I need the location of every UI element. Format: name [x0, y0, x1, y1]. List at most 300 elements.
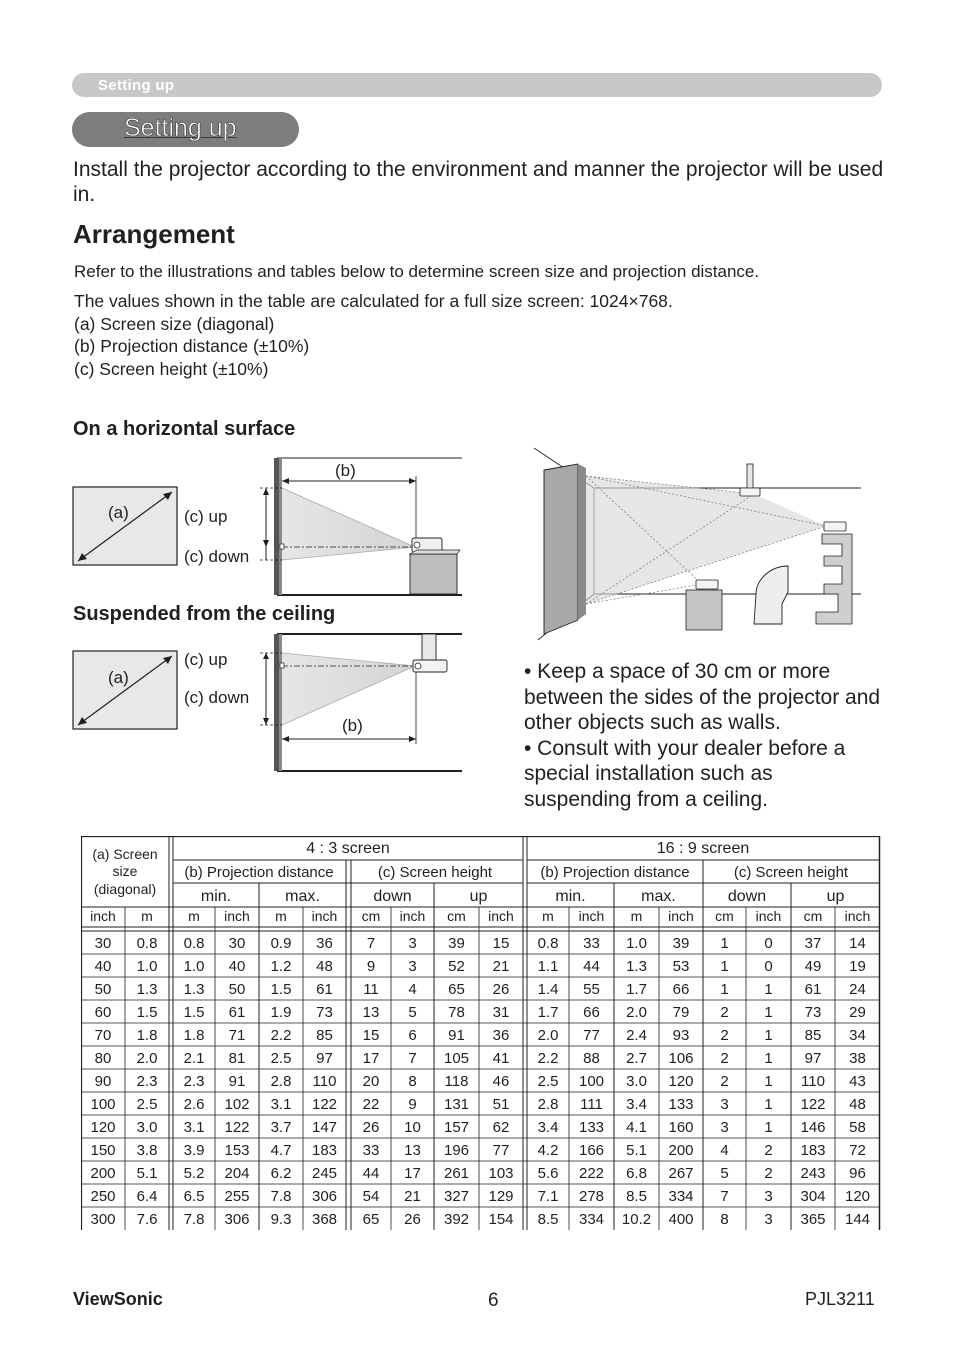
table-cell: 2.0 [136, 1050, 158, 1067]
table-cell: 2.5 [270, 1050, 292, 1067]
table-cell: 368 [311, 1211, 338, 1228]
table-cell: 36 [492, 1027, 510, 1044]
table-cell: 51 [492, 1096, 510, 1113]
table-cell: 304 [800, 1188, 826, 1205]
table-cell: 71 [228, 1027, 246, 1044]
unit-header: inch [224, 908, 250, 924]
table-cell: 7.1 [537, 1188, 559, 1205]
table-cell: 90 [94, 1073, 112, 1090]
table-cell: 0 [764, 935, 773, 952]
table-cell: 1.7 [537, 1004, 559, 1021]
table-cell: 4.1 [626, 1119, 647, 1136]
installation-notes [524, 659, 884, 812]
table-cell: 3.9 [183, 1142, 205, 1159]
table-cell: 1.8 [183, 1027, 205, 1044]
table-cell: 50 [228, 981, 246, 998]
table-cell: 44 [362, 1165, 380, 1182]
note-dealer: • Consult with your dealer before a special installation such as suspending from a ceiling. [524, 736, 846, 811]
unit-header: m [188, 908, 200, 924]
table-cell: 3 [764, 1211, 773, 1228]
ceiling-diagram [70, 630, 470, 780]
screen-height-header: (c) Screen height [733, 864, 849, 881]
table-cell: 15 [492, 935, 510, 952]
horizontal-diagram [70, 452, 470, 602]
table-cell: 8.5 [537, 1211, 559, 1228]
table-cell: 3.4 [537, 1119, 559, 1136]
table-cell: 153 [224, 1142, 250, 1159]
table-cell: 46 [492, 1073, 510, 1090]
table-cell: 17 [362, 1050, 380, 1067]
table-cell: 97 [804, 1050, 822, 1067]
table-cell: 120 [90, 1119, 116, 1136]
table-cell: 0.8 [537, 935, 559, 952]
legend-a: (a) Screen size (diagonal) [74, 313, 275, 334]
unit-header: inch [488, 908, 514, 924]
table-cell: 2.8 [537, 1096, 559, 1113]
table-cell: 13 [362, 1004, 380, 1021]
table-cell: 154 [488, 1211, 514, 1228]
sub-header: max. [641, 888, 676, 905]
table-cell: 4.7 [270, 1142, 292, 1159]
table-cell: 50 [94, 981, 112, 998]
table-cell: 10.2 [621, 1211, 652, 1228]
table-cell: 2 [720, 1073, 729, 1090]
table-cell: 1.7 [626, 981, 647, 998]
table-cell: 122 [800, 1096, 826, 1113]
table-cell: 5 [408, 1004, 417, 1021]
table-cell: 85 [316, 1027, 333, 1044]
table-cell: 5.6 [537, 1165, 559, 1182]
table-cell: 54 [362, 1188, 380, 1205]
unit-header: inch [578, 908, 605, 924]
sub-header: down [373, 888, 412, 905]
refer-text: Refer to the illustrations and tables below to determine screen size and projection distance. [74, 262, 760, 281]
table-cell: 250 [90, 1188, 116, 1205]
group-43-header: 4 : 3 screen [306, 840, 390, 857]
table-cell: 85 [804, 1027, 822, 1044]
table-cell: 48 [849, 1096, 866, 1113]
unit-header: inch [399, 908, 426, 924]
table-cell: 392 [443, 1211, 470, 1228]
table-cell: 118 [444, 1073, 469, 1090]
note-spacing: • Keep a space of 30 cm or more between the sides of the projector and other objects such as walls. [524, 660, 881, 734]
table-cell: 1.8 [136, 1027, 158, 1044]
table-cell: 0 [764, 958, 773, 975]
table-cell: 300 [90, 1211, 116, 1228]
table-cell: 7.6 [136, 1211, 158, 1228]
table-cell: 4.2 [537, 1142, 559, 1159]
table-cell: 160 [668, 1119, 694, 1136]
table-cell: 1.2 [270, 958, 292, 975]
table-cell: 1 [764, 981, 773, 998]
table-cell: 7.8 [183, 1211, 205, 1228]
table-cell: 1 [764, 1119, 773, 1136]
values-block [74, 290, 673, 380]
table-cell: 0.9 [270, 935, 292, 952]
unit-header: inch [668, 908, 694, 924]
table-cell: 26 [492, 981, 510, 998]
chair [754, 566, 788, 624]
table-cell: 4 [720, 1142, 729, 1159]
table-cell: 147 [311, 1119, 338, 1136]
table-cell: 3 [720, 1119, 729, 1136]
table-cell: 7.8 [270, 1188, 292, 1205]
table-cell: 3.7 [270, 1119, 292, 1136]
sub-header: up [826, 888, 845, 905]
table-cell: 6.8 [626, 1165, 647, 1182]
horizontal-title: On a horizontal surface [73, 418, 296, 440]
running-header-title: Setting up [98, 77, 175, 94]
table-cell: 1.4 [537, 981, 559, 998]
table-cell: 110 [312, 1073, 337, 1090]
group-169-header: 16 : 9 screen [656, 840, 750, 857]
section-title-pill [72, 112, 299, 147]
table-cell: 9.3 [270, 1211, 292, 1228]
label-a-ceiling: (a) [108, 668, 129, 687]
ceiling-mount [422, 634, 436, 660]
projection-screen [544, 464, 578, 634]
table-cell: 31 [492, 1004, 510, 1021]
sub-header: max. [285, 888, 320, 905]
table-cell: 200 [668, 1142, 694, 1159]
table-cell: 120 [668, 1073, 694, 1090]
table-cell: 1.3 [183, 981, 205, 998]
unit-header: cm [361, 908, 381, 924]
table-cell: 2 [720, 1050, 729, 1067]
table-cell: 38 [849, 1050, 866, 1067]
table-cell: 2.1 [183, 1050, 205, 1067]
table-cell: 78 [448, 1004, 465, 1021]
label-c-down: (c) down [184, 547, 250, 566]
sub-header: down [727, 888, 767, 905]
table-cell: 2.3 [136, 1073, 158, 1090]
table-cell: 1 [764, 1027, 773, 1044]
table-cell: 5.1 [136, 1165, 158, 1182]
table-cell: 77 [492, 1142, 510, 1159]
table-cell: 122 [311, 1096, 338, 1113]
table-cell: 3 [408, 958, 417, 975]
table-cell: 243 [800, 1165, 826, 1182]
table-cell: 2.6 [183, 1096, 205, 1113]
table-cell: 91 [448, 1027, 465, 1044]
table-cell: 4 [408, 981, 417, 998]
table-cell: 3.0 [136, 1119, 158, 1136]
table-cell: 43 [849, 1073, 866, 1090]
table-cell: 61 [804, 981, 822, 998]
table-cell: 1.3 [626, 958, 647, 975]
table-cell: 133 [578, 1119, 605, 1136]
table-cell: 110 [801, 1073, 825, 1090]
section-title: Setting up [124, 114, 237, 142]
table-cell: 1.3 [136, 981, 158, 998]
table-cell: 0.8 [136, 935, 158, 952]
legend-b: (b) Projection distance (±10%) [74, 336, 310, 356]
label-c-up-ceiling: (c) up [184, 650, 228, 669]
table-cell: 30 [94, 935, 112, 952]
screen-size-header: (a) Screen [92, 846, 158, 862]
values-note: The values shown in the table are calculated for a full size screen: 1024×768. [74, 291, 673, 311]
table-cell: 133 [668, 1096, 694, 1113]
table-cell: 1.0 [626, 935, 647, 952]
table-cell: 49 [804, 958, 822, 975]
table-cell: 120 [844, 1188, 871, 1205]
table-cell: 8 [408, 1073, 417, 1090]
table-cell: 61 [316, 981, 333, 998]
table-cell: 1.5 [270, 981, 292, 998]
table-cell: 6 [408, 1027, 417, 1044]
table-cell: 306 [311, 1188, 338, 1205]
table-cell: 3.1 [270, 1096, 292, 1113]
sub-header: up [469, 888, 488, 905]
running-header-bar [72, 73, 882, 97]
table-cell: 105 [443, 1050, 470, 1067]
table-cell: 261 [443, 1165, 470, 1182]
table-cell: 2.2 [537, 1050, 559, 1067]
table-cell: 183 [800, 1142, 826, 1159]
table-cell: 58 [849, 1119, 866, 1136]
table-cell: 19 [849, 958, 866, 975]
table-cell: 52 [448, 958, 465, 975]
proj-dist-header: (b) Projection distance [184, 864, 334, 881]
projector-table [686, 590, 722, 630]
table-cell: 146 [800, 1119, 826, 1136]
table-cell: 96 [849, 1165, 866, 1182]
table-cell: 5.1 [626, 1142, 647, 1159]
label-c-up: (c) up [184, 507, 228, 526]
table-cell: 77 [583, 1027, 600, 1044]
table-cell: 365 [800, 1211, 826, 1228]
table-cell: 61 [228, 1004, 246, 1021]
table-grid [81, 836, 881, 1230]
table-cell: 7 [720, 1188, 729, 1205]
table-cell: 255 [224, 1188, 250, 1205]
table-cell: 3.4 [626, 1096, 647, 1113]
table-cell: 15 [362, 1027, 380, 1044]
table-cell: 29 [849, 1004, 866, 1021]
table-cell: 60 [94, 1004, 112, 1021]
sub-header: min. [555, 888, 586, 905]
screen-size-header: (diagonal) [93, 881, 157, 897]
screen-size-header: size [112, 863, 138, 879]
table-cell: 1.0 [136, 958, 158, 975]
table-cell: 3.0 [626, 1073, 647, 1090]
table-cell: 17 [404, 1165, 421, 1182]
footer-brand: ViewSonic [73, 1289, 163, 1309]
table-cell: 37 [804, 935, 822, 952]
table-cell: 26 [362, 1119, 380, 1136]
table-cell: 39 [448, 935, 465, 952]
table-cell: 1.5 [136, 1004, 158, 1021]
table-cell: 66 [583, 1004, 600, 1021]
ceiling-title: Suspended from the ceiling [73, 603, 336, 625]
table-cell: 6.4 [136, 1188, 158, 1205]
table-cell: 55 [583, 981, 600, 998]
table-cell: 44 [583, 958, 600, 975]
intro-text: Install the projector according to the environment and manner the projector will be used in. [73, 158, 884, 206]
table-cell: 2.3 [183, 1073, 205, 1090]
table-cell: 73 [804, 1004, 822, 1021]
table-cell: 1 [764, 1096, 773, 1113]
footer-model: PJL3211 [805, 1289, 875, 1309]
table-cell: 3.1 [183, 1119, 205, 1136]
table-cell: 14 [849, 935, 866, 952]
table-cell: 122 [224, 1119, 250, 1136]
table-cell: 66 [672, 981, 690, 998]
table-cell: 48 [316, 958, 333, 975]
label-b-ceiling: (b) [342, 716, 363, 735]
table-cell: 1 [720, 935, 729, 952]
table-cell: 11 [363, 981, 379, 998]
table-cell: 62 [492, 1119, 510, 1136]
table-cell: 334 [578, 1211, 605, 1228]
table-cell: 2.2 [270, 1027, 292, 1044]
table-cell: 1 [764, 1050, 773, 1067]
table-cell: 400 [668, 1211, 694, 1228]
table-cell: 183 [311, 1142, 338, 1159]
table-cell: 21 [492, 958, 510, 975]
table-cell: 88 [583, 1050, 600, 1067]
table-cell: 1 [720, 958, 729, 975]
unit-header: m [275, 908, 287, 924]
table-cell: 6.5 [183, 1188, 205, 1205]
table-cell: 79 [672, 1004, 690, 1021]
unit-header: inch [844, 908, 871, 924]
table-cell: 13 [404, 1142, 421, 1159]
table-cell: 150 [90, 1142, 116, 1159]
table-cell: 196 [443, 1142, 470, 1159]
table-cell: 73 [316, 1004, 333, 1021]
table-cell: 80 [94, 1050, 112, 1067]
table-cell: 33 [583, 935, 600, 952]
table-cell: 131 [443, 1096, 470, 1113]
unit-header: inch [90, 908, 116, 924]
table-cell: 53 [672, 958, 690, 975]
table-cell: 40 [94, 958, 112, 975]
unit-header: cm [715, 908, 734, 924]
table-cell: 111 [580, 1096, 603, 1113]
unit-header: inch [755, 908, 782, 924]
arrangement-heading: Arrangement [73, 219, 235, 249]
screen-size-table [81, 836, 881, 1230]
table-cell: 1 [764, 1073, 773, 1090]
table-cell: 2 [720, 1027, 729, 1044]
table-cell: 0.8 [183, 935, 205, 952]
table-cell: 36 [316, 935, 333, 952]
table-cell: 166 [578, 1142, 605, 1159]
table-cell: 100 [578, 1073, 605, 1090]
table-cell: 200 [90, 1165, 116, 1182]
table-cell: 2 [764, 1165, 773, 1182]
table-cell: 5 [720, 1165, 729, 1182]
table-cell: 1.9 [270, 1004, 292, 1021]
table-cell: 327 [443, 1188, 470, 1205]
table-cell: 7 [366, 935, 376, 952]
table-cell: 8.5 [626, 1188, 647, 1205]
table-cell: 9 [366, 958, 376, 975]
table-cell: 1.5 [183, 1004, 205, 1021]
table-cell: 34 [849, 1027, 866, 1044]
shelf [816, 534, 852, 624]
table-cell: 157 [443, 1119, 470, 1136]
table-cell: 21 [404, 1188, 421, 1205]
table-stand [410, 554, 457, 594]
table-cell: 97 [316, 1050, 333, 1067]
table-cell: 204 [224, 1165, 250, 1182]
table-cell: 26 [404, 1211, 421, 1228]
screen-height-header: (c) Screen height [377, 864, 493, 881]
legend-c: (c) Screen height (±10%) [74, 358, 269, 379]
table-cell: 65 [362, 1211, 380, 1228]
table-cell: 33 [362, 1142, 380, 1159]
unit-header: cm [447, 908, 466, 924]
label-b: (b) [335, 461, 356, 480]
table-cell: 106 [668, 1050, 694, 1067]
room-illustration [526, 444, 866, 644]
table-cell: 81 [228, 1050, 246, 1067]
table-cell: 70 [94, 1027, 112, 1044]
label-c-down-ceiling: (c) down [184, 688, 250, 707]
table-cell: 20 [362, 1073, 380, 1090]
table-cell: 22 [362, 1096, 380, 1113]
sub-header: min. [200, 888, 232, 905]
table-cell: 267 [668, 1165, 694, 1182]
table-cell: 2.5 [537, 1073, 559, 1090]
table-cell: 245 [311, 1165, 338, 1182]
table-cell: 30 [228, 935, 246, 952]
footer-page-number: 6 [488, 1290, 499, 1311]
table-cell: 8 [720, 1211, 729, 1228]
table-cell: 5.2 [183, 1165, 205, 1182]
unit-header: m [542, 908, 554, 924]
table-cell: 72 [849, 1142, 866, 1159]
table-cell: 93 [672, 1027, 690, 1044]
table-cell: 40 [228, 958, 246, 975]
table-cell: 2.5 [136, 1096, 158, 1113]
table-cell: 2.7 [626, 1050, 647, 1067]
table-cell: 3 [408, 935, 417, 952]
table-cell: 1.1 [537, 958, 559, 975]
table-cell: 100 [90, 1096, 116, 1113]
table-cell: 103 [488, 1165, 514, 1182]
table-cell: 24 [849, 981, 866, 998]
table-cell: 41 [492, 1050, 510, 1067]
unit-header: inch [311, 908, 338, 924]
table-cell: 2.8 [270, 1073, 292, 1090]
table-cell: 3 [764, 1188, 773, 1205]
table-cell: 2 [764, 1142, 773, 1159]
table-cell: 6.2 [270, 1165, 292, 1182]
table-cell: 91 [228, 1073, 246, 1090]
unit-header: m [630, 908, 643, 924]
unit-header: cm [803, 908, 823, 924]
table-cell: 2.4 [626, 1027, 647, 1044]
table-cell: 3 [720, 1096, 729, 1113]
table-cell: 2.0 [626, 1004, 647, 1021]
table-cell: 10 [404, 1119, 421, 1136]
table-cell: 278 [578, 1188, 605, 1205]
table-cell: 1.0 [183, 958, 205, 975]
table-cell: 2.0 [537, 1027, 559, 1044]
unit-header: m [141, 908, 153, 924]
table-cell: 1 [720, 981, 729, 998]
table-cell: 102 [224, 1096, 250, 1113]
proj-dist-header: (b) Projection distance [540, 864, 690, 881]
table-cell: 129 [488, 1188, 514, 1205]
table-cell: 1 [764, 1004, 773, 1021]
table-cell: 3.8 [136, 1142, 158, 1159]
table-cell: 2 [720, 1004, 729, 1021]
label-a: (a) [108, 503, 129, 522]
